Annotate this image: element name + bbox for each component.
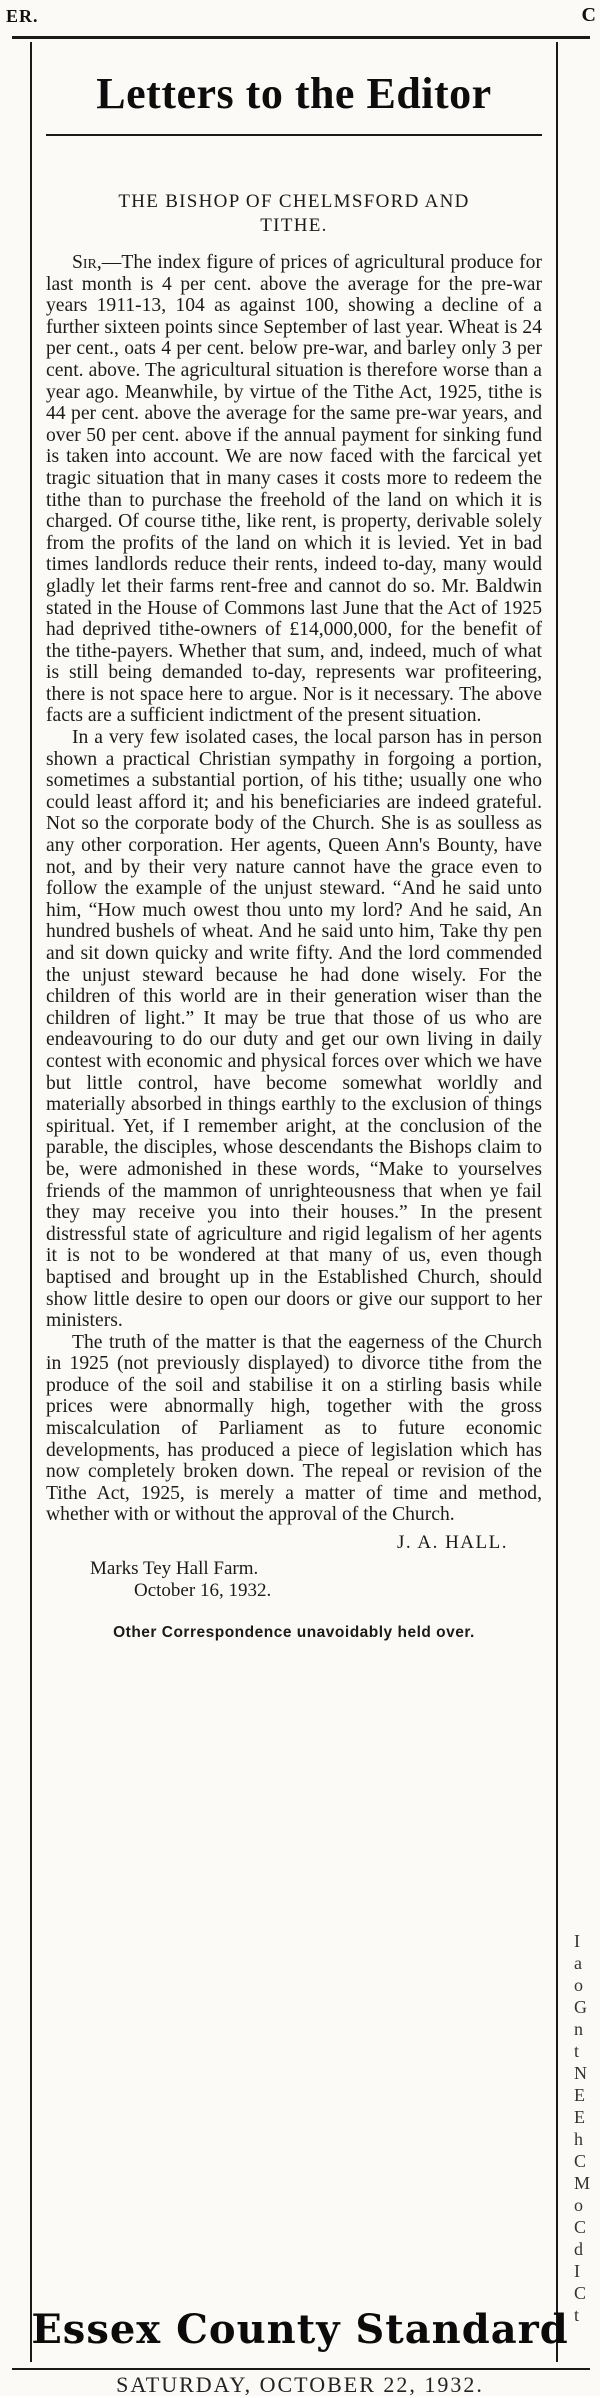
fragment-letter: t — [574, 2305, 580, 2325]
fragment-letter: E — [574, 2107, 585, 2127]
fragment-letter: C — [574, 2217, 587, 2237]
letters-column — [30, 42, 558, 2362]
fragment-letter: n — [574, 2019, 583, 2039]
section-title: Letters to the Editor — [96, 69, 492, 118]
fragment-letter: t — [574, 2041, 580, 2061]
top-rule — [12, 36, 590, 39]
fragment-letter: o — [574, 2195, 583, 2215]
sender-address — [46, 1558, 542, 1602]
fragment-letter: a — [574, 1953, 582, 1973]
fragment-letter: I — [574, 2261, 580, 2281]
fragment-letter: E — [574, 2085, 585, 2105]
paragraph — [46, 252, 542, 727]
letter-headline-line1: THE BISHOP OF CHELMSFORD AND — [118, 191, 470, 212]
newspaper-dateline: SATURDAY, OCTOBER 22, 1932. — [116, 2372, 484, 2397]
title-rule — [46, 134, 542, 136]
letter-date: October 16, 1932. — [134, 1580, 272, 1602]
correspondence-notice: Other Correspondence unavoidably held over. — [113, 1624, 475, 1642]
letter-headline — [46, 190, 542, 238]
paragraph: In a very few isolated cases, the local parson has in person shown a practical Christian sympathy in forgoing a portion, sometimes a substantial portion, of his tithe; usually one who could least afford it; and his beneficiaries are indeed grateful. Not so the corporate body of the Church. She is as soulless as any other corporation. Her agents, Queen Ann's Bounty, have not, and by their very nature cannot have the grace even to follow the example of the unjust steward. “And he said unto him, “How much owest thou unto my lord? And he said, An hundred bushels of wheat. And he said unto him, Take thy pen and sit down quicky and write fifty. And the lord commended the unjust steward because he had done wisely. For the children of this world are in their generation wiser than the children of light.” It may be true that those of us who are endeavouring to do our duty and get our own living in daily contest with economic and physical forces over which we have but little control, have become somewhat worldly and materially absorbed in things earthly to the exclusion of things spiritual. Yet, if I remember aright, at the conclusion of the parable, the disciples, whose descendants the Bishops claim to be, were admonished in these words, “Make to yourselves friends of the mammon of unrighteousness that when ye fail they may receive you into their houses.” In the present distressful state of agriculture and rigid legalism of her agents it is not to be wondered at that many of us, even though baptised and brought up in the Established Church, should show little desire to open our doors or give our support to her ministers. — [46, 727, 542, 1332]
paragraph-text: —The index figure of prices of agricultural produce for last month is 4 per cent. above the average for the pre-war years 1911-13, 104 as against 100, showing a decline of a further sixteen points since September of last year. Wheat is 24 per cent., oats 4 per cent. below pre-war, and barley only 3 per cent. above. The agricultural situation is therefore worse than a year ago. Meanwhile, by virtue of the Tithe Act, 1925, tithe is 44 per cent. above the average for the same pre-war years, and over 50 per cent. above if the annual payment for sinking fund is taken into account. We are now faced with the farcical yet tragic situation that in many cases it costs more to redeem the tithe than to purchase the freehold of the land on which it is charged. Of course tithe, like rent, is property, derivable solely from the profits of the land on which it is levied. Yet in bad times landlords reduce their rents, indeed to-day, many would gladly let their farms rent-free and cannot do so. Mr. Baldwin stated in the House of Commons last June that the Act of 1925 had deprived tithe-owners of £14,000,000, for the benefit of the tithe-payers. Whether that sum, and, indeed, much of what is still being demanded to-day, represents war profiteering, there is not space here to argue. Nor is it necessary. The above facts are a sufficient indictment of the present situation. — [46, 252, 542, 727]
bottom-rule — [12, 2368, 590, 2370]
paragraph: The truth of the matter is that the eagerness of the Church in 1925 (not previously displayed) to divorce tithe from the produce of the soil and stabilise it on a stirling basis while prices were abnormally high, together with the gross miscalculation of Parliament as to future economic developments, has produced a piece of legislation which has now completely broken down. The repeal or revision of the Tithe Act, 1925, is merely a matter of time and method, whether with or without the approval of the Church. — [46, 1331, 542, 1526]
fragment-letter: d — [574, 2239, 583, 2259]
fragment-letter: G — [574, 1997, 587, 2017]
fragment-letter: C — [574, 2283, 587, 2303]
fragment-letter: C — [574, 2151, 587, 2171]
masthead-fragment-right: C — [581, 4, 596, 26]
letter-body — [46, 252, 542, 1526]
fragment-letter: o — [574, 1975, 583, 1995]
signature: J. A. HALL. — [397, 1532, 508, 1554]
salutation: Sir, — [72, 252, 102, 273]
address-line: Marks Tey Hall Farm. — [90, 1558, 259, 1580]
fragment-letter: M — [574, 2173, 591, 2193]
letter-headline-line2: TITHE. — [260, 215, 328, 236]
fragment-letter: N — [574, 2063, 587, 2083]
adjacent-column-fragments — [574, 1930, 596, 2326]
fragment-letter: h — [574, 2129, 583, 2149]
newspaper-name: Essex County Standard — [31, 2306, 569, 2353]
fragment-letter: I — [574, 1931, 580, 1951]
masthead-fragment: ER. — [6, 6, 39, 26]
